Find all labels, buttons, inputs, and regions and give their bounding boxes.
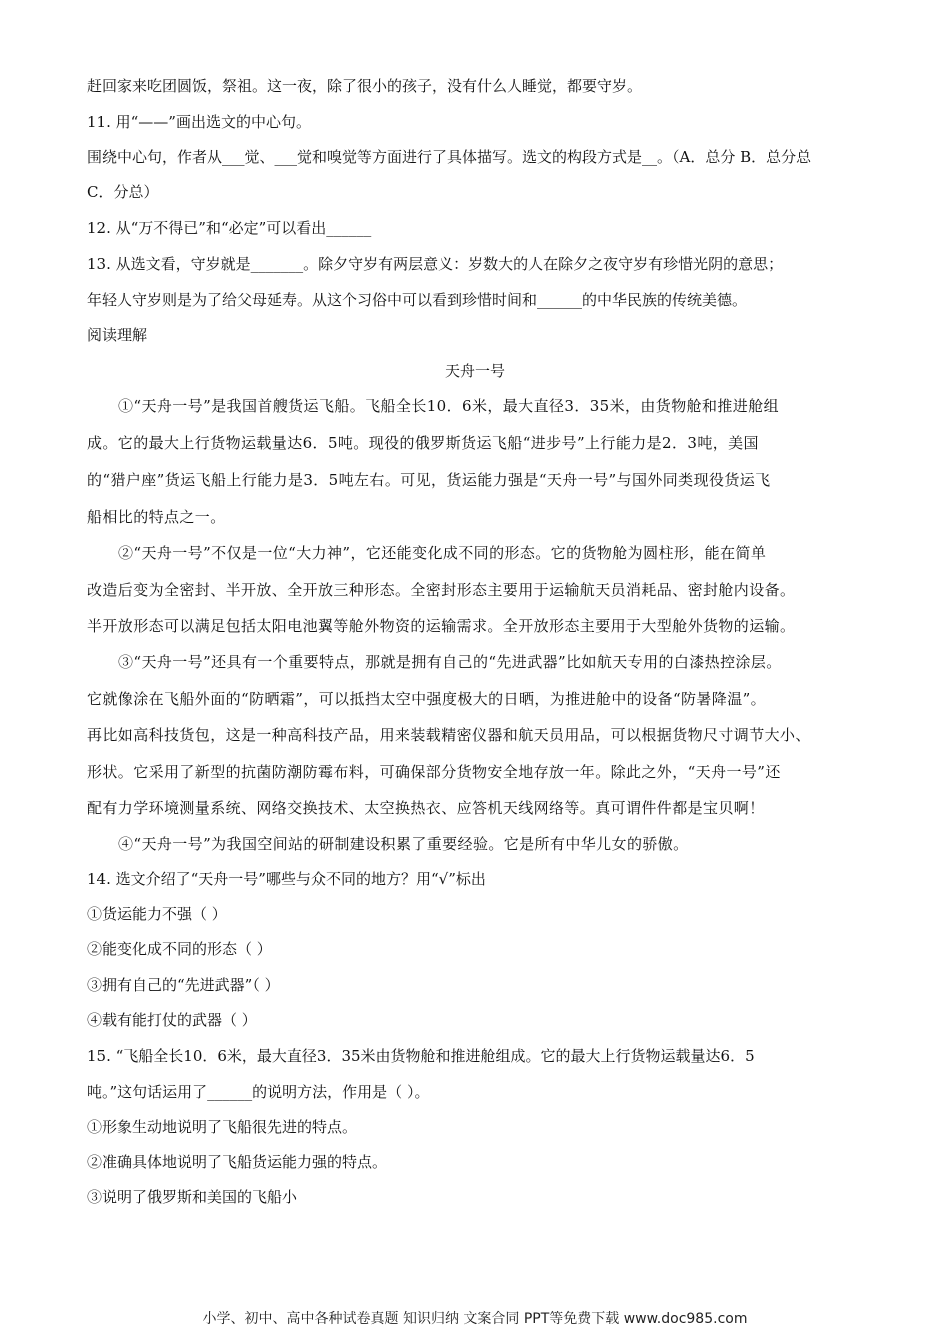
question-15-cont: 吨。”这句话运用了______的说明方法，作用是（ ）。 [87, 1083, 430, 1101]
passage-paragraph-3: 再比如高科技货包，这是一种高科技产品，用来装载精密仪器和航天员用品，可以根据货物尺寸调节大小、 [87, 726, 811, 744]
question-11: 11. 用“——”画出选文的中心句。 [87, 113, 311, 131]
question-14-option: ③拥有自己的“先进武器”（ ） [87, 976, 280, 994]
page-footer: 小学、初中、高中各种试卷真题 知识归纳 文案合同 PPT等免费下载 www.doc985.com [202, 1311, 748, 1327]
passage-paragraph-1: ①“天舟一号”是我国首艘货运飞船。飞船全长10．6米，最大直径3．35米，由货物舱和推进舱组 [118, 397, 780, 415]
text-line: 赶回家来吃团圆饭，祭祖。这一夜，除了很小的孩子，没有什么人睡觉，都要守岁。 [87, 77, 643, 95]
question-13: 13. 从选文看，守岁就是_______。除夕守岁有两层意义：岁数大的人在除夕之夜守岁有珍惜光阴的意思； [87, 255, 784, 273]
question-12: 12. 从“万不得已”和“必定”可以看出______ [87, 219, 372, 237]
passage-paragraph-1: 的“猎户座”货运飞船上行能力是3．5吨左右。可见，货运能力强是“天舟一号”与国外同类现役货运飞 [87, 471, 771, 489]
passage-paragraph-2: ②“天舟一号”不仅是一位“大力神”，它还能变化成不同的形态。它的货物舱为圆柱形，能在简单 [118, 544, 767, 562]
passage-paragraph-3: ③“天舟一号”还具有一个重要特点，那就是拥有自己的“先进武器”比如航天专用的白漆热控涂层。 [118, 653, 782, 671]
passage-paragraph-3: 它就像涂在飞船外面的“防晒霜”，可以抵挡太空中强度极大的日晒，为推进舱中的设备“防暑降温”。 [87, 690, 767, 708]
question-15-option: ①形象生动地说明了飞船很先进的特点。 [87, 1118, 358, 1136]
question-14-option: ②能变化成不同的形态（ ） [87, 940, 272, 958]
question-15-option: ②准确具体地说明了飞船货运能力强的特点。 [87, 1153, 388, 1171]
passage-paragraph-3: 形状。它采用了新型的抗菌防潮防霉布料，可确保部分货物安全地存放一年。除此之外，“天舟一号”还 [87, 763, 781, 781]
question-13-cont: 年轻人守岁则是为了给父母延寿。从这个习俗中可以看到珍惜时间和______的中华民族的传统美德。 [87, 291, 748, 309]
question-14-option: ①货运能力不强（ ） [87, 905, 227, 923]
passage-paragraph-2: 改造后变为全密封、半开放、全开放三种形态。全密封形态主要用于运输航天员消耗品、密封舱内设备。 [87, 581, 796, 599]
question-15-option: ③说明了俄罗斯和美国的飞船小 [87, 1188, 298, 1206]
passage-paragraph-1: 船相比的特点之一。 [87, 508, 226, 526]
question-15: 15. “飞船全长10．6米，最大直径3．35米由货物舱和推进舱组成。它的最大上行货物运载量达6．5 [87, 1047, 755, 1065]
section-heading: 阅读理解 [87, 326, 148, 344]
question-11-options: C．分总） [87, 183, 159, 201]
passage-title: 天舟一号 [444, 362, 505, 380]
passage-paragraph-4: ④“天舟一号”为我国空间站的研制建设积累了重要经验。它是所有中华儿女的骄傲。 [118, 835, 689, 853]
passage-paragraph-3: 配有力学环境测量系统、网络交换技术、太空换热衣、应答机天线网络等。真可谓件件都是宝贝啊！ [87, 799, 765, 817]
passage-paragraph-2: 半开放形态可以满足包括太阳电池翼等舱外物资的运输需求。全开放形态主要用于大型舱外货物的运输。 [87, 617, 796, 635]
question-14-option: ④载有能打仗的武器（ ） [87, 1011, 257, 1029]
question-11-detail: 围绕中心句，作者从___觉、___觉和嗅觉等方面进行了具体描写。选文的构段方式是__。（A．总分 B．总分总 [87, 148, 812, 166]
question-14: 14. 选文介绍了“天舟一号”哪些与众不同的地方？用“√”标出 [87, 870, 486, 888]
passage-paragraph-1: 成。它的最大上行货物运载量达6．5吨。现役的俄罗斯货运飞船“进步号”上行能力是2．3吨，美国 [87, 434, 759, 452]
